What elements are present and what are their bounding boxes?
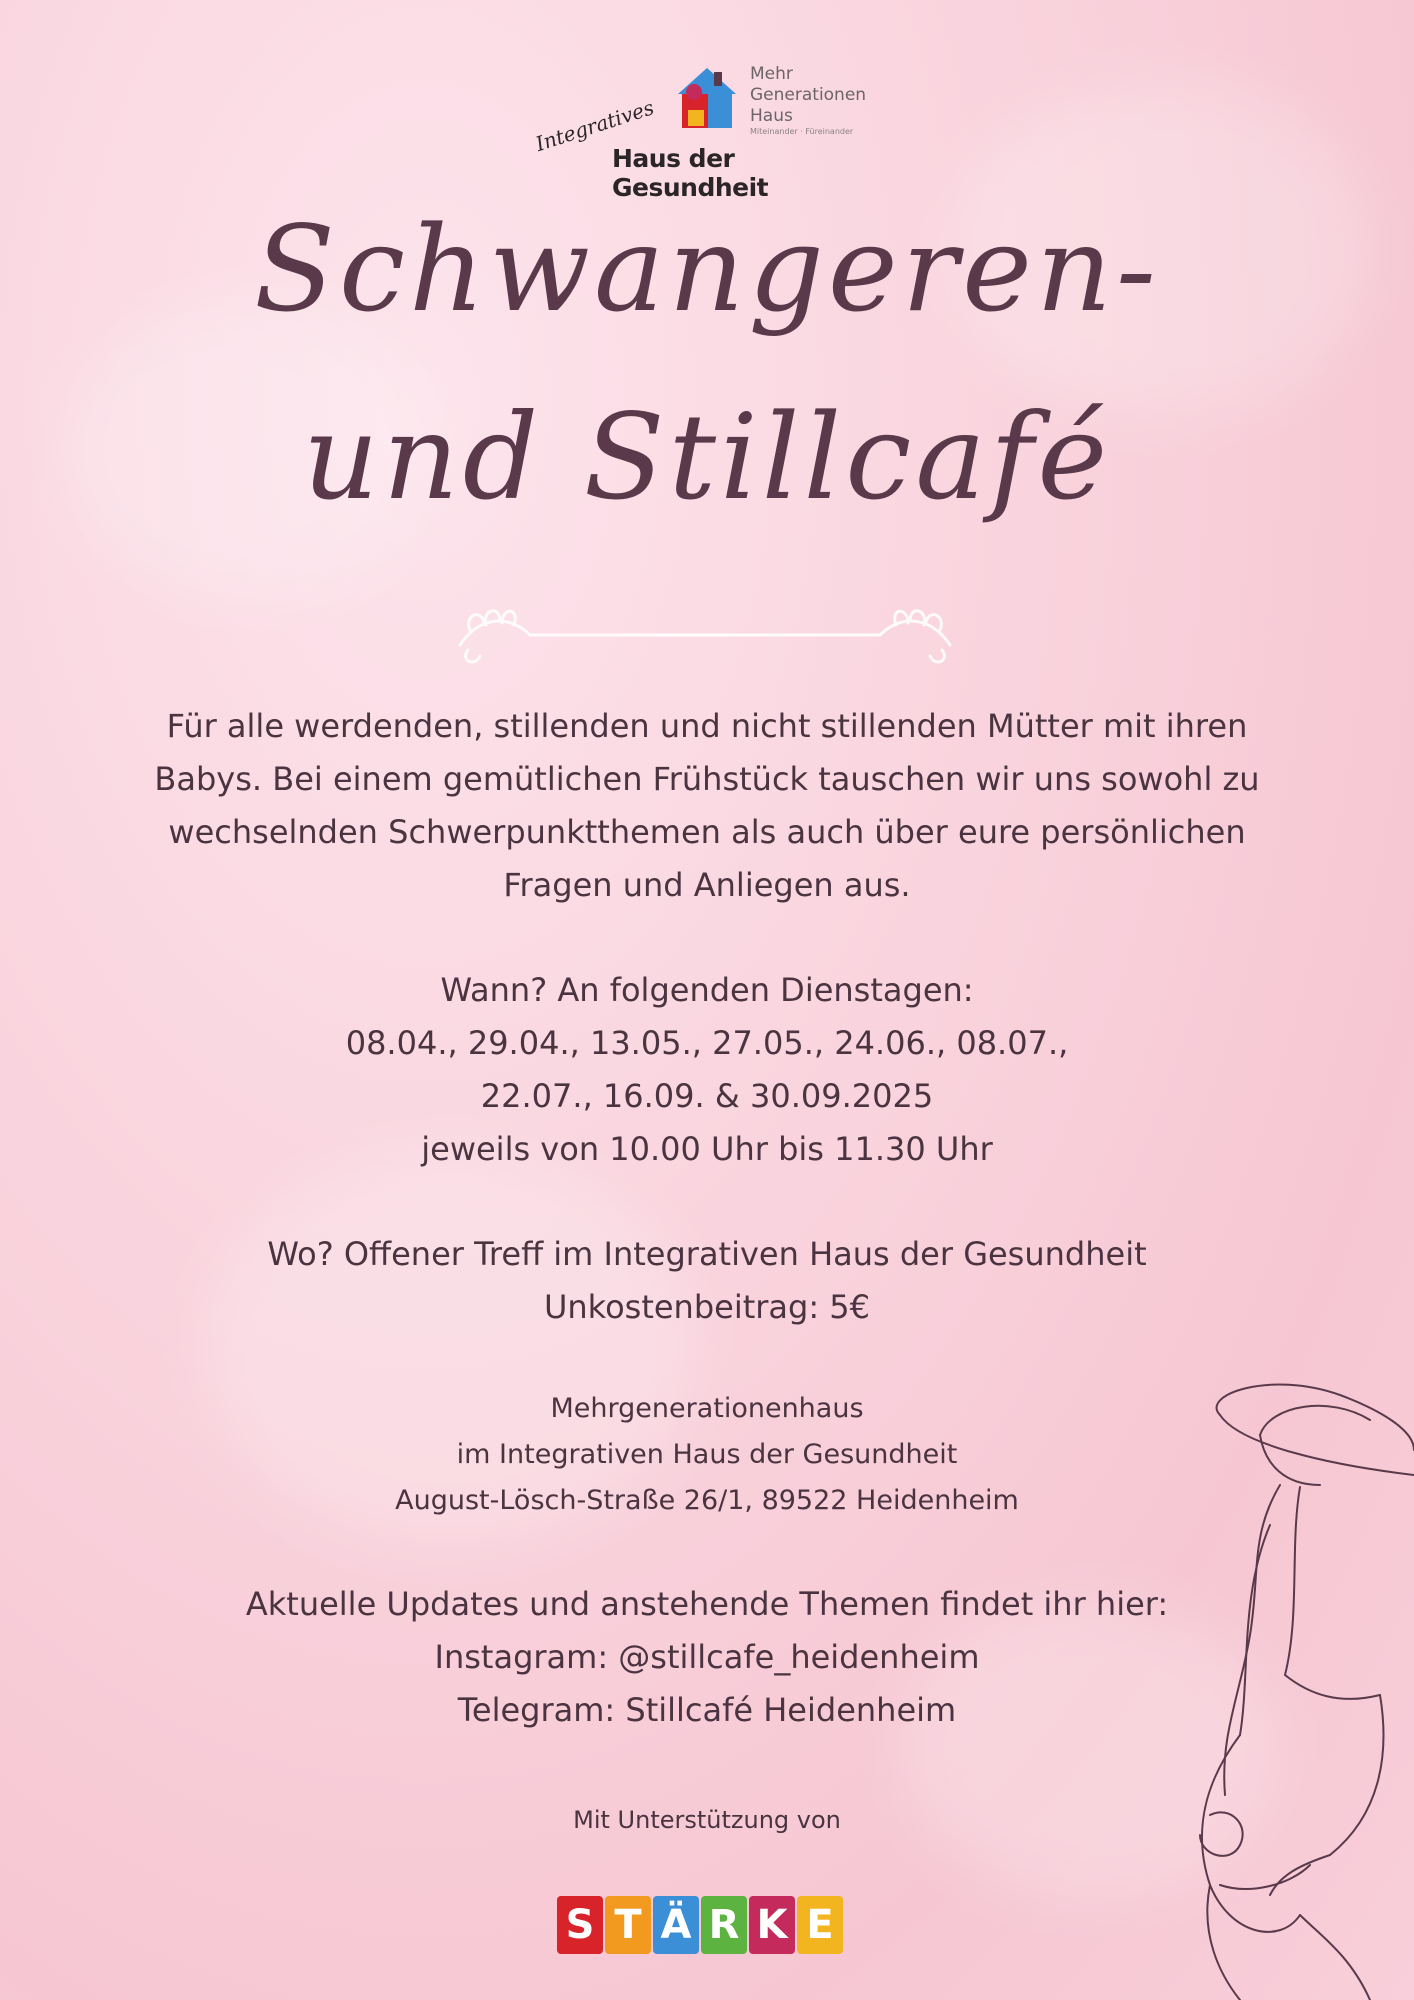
updates-section: Aktuelle Updates und anstehende Themen findet ihr hier: Instagram: @stillcafe_heidenheim Telegram: Stillcafé Heidenheim — [120, 1578, 1294, 1737]
sponsor-letter: E — [797, 1896, 843, 1954]
logo-haus-der-gesundheit: Haus der Gesundheit — [612, 144, 769, 202]
sponsor-letter: T — [605, 1896, 651, 1954]
page-title-line1: Schwangeren- — [254, 200, 1160, 338]
sponsor-letter: K — [749, 1896, 795, 1954]
sponsor-letter: R — [701, 1896, 747, 1954]
instagram-handle: Instagram: @stillcafe_heidenheim — [434, 1638, 980, 1676]
page-title-line2: und Stillcafé — [302, 388, 1112, 526]
support-label: Mit Unterstützung von — [573, 1806, 841, 1834]
address-block: Mehrgenerationenhaus im Integrativen Haus der Gesundheit August-Lösch-Straße 26/1, 89522 Heidenheim — [395, 1393, 1019, 1516]
logo-integratives-script: Integratives — [532, 95, 657, 156]
staerke-sponsor-logo — [557, 1896, 857, 1960]
sponsor-letter: S — [557, 1896, 603, 1954]
house-puzzle-icon — [674, 66, 740, 132]
telegram-channel: Telegram: Stillcafé Heidenheim — [457, 1691, 957, 1729]
dates-section: Wann? An folgenden Dienstagen: 08.04., 29.04., 13.05., 27.05., 24.06., 08.07., 22.07., 16.09. & 30.09.2025 jeweils von 10.00 Uhr bis 11.30 Uhr — [345, 971, 1069, 1168]
location-section: Wo? Offener Treff im Integrativen Haus der Gesundheit Unkostenbeitrag: 5€ — [267, 1235, 1147, 1326]
pregnant-woman-illustration-icon — [1180, 1375, 1414, 2000]
intro-paragraph: Für alle werdenden, stillenden und nicht stillenden Mütter mit ihren Babys. Bei einem gemütlichen Frühstück tauschen wir uns sowohl zu wechselnden Schwerpunktthemen als auch über eure persönlichen Fragen und Anliegen aus. — [154, 707, 1260, 904]
floral-divider-icon — [450, 585, 960, 665]
header-logo — [532, 62, 880, 202]
logo-mehrgenerationenhaus-text: Mehr Generationen Haus Miteinander · Füreinander — [750, 64, 867, 136]
sponsor-letter: Ä — [653, 1896, 699, 1954]
